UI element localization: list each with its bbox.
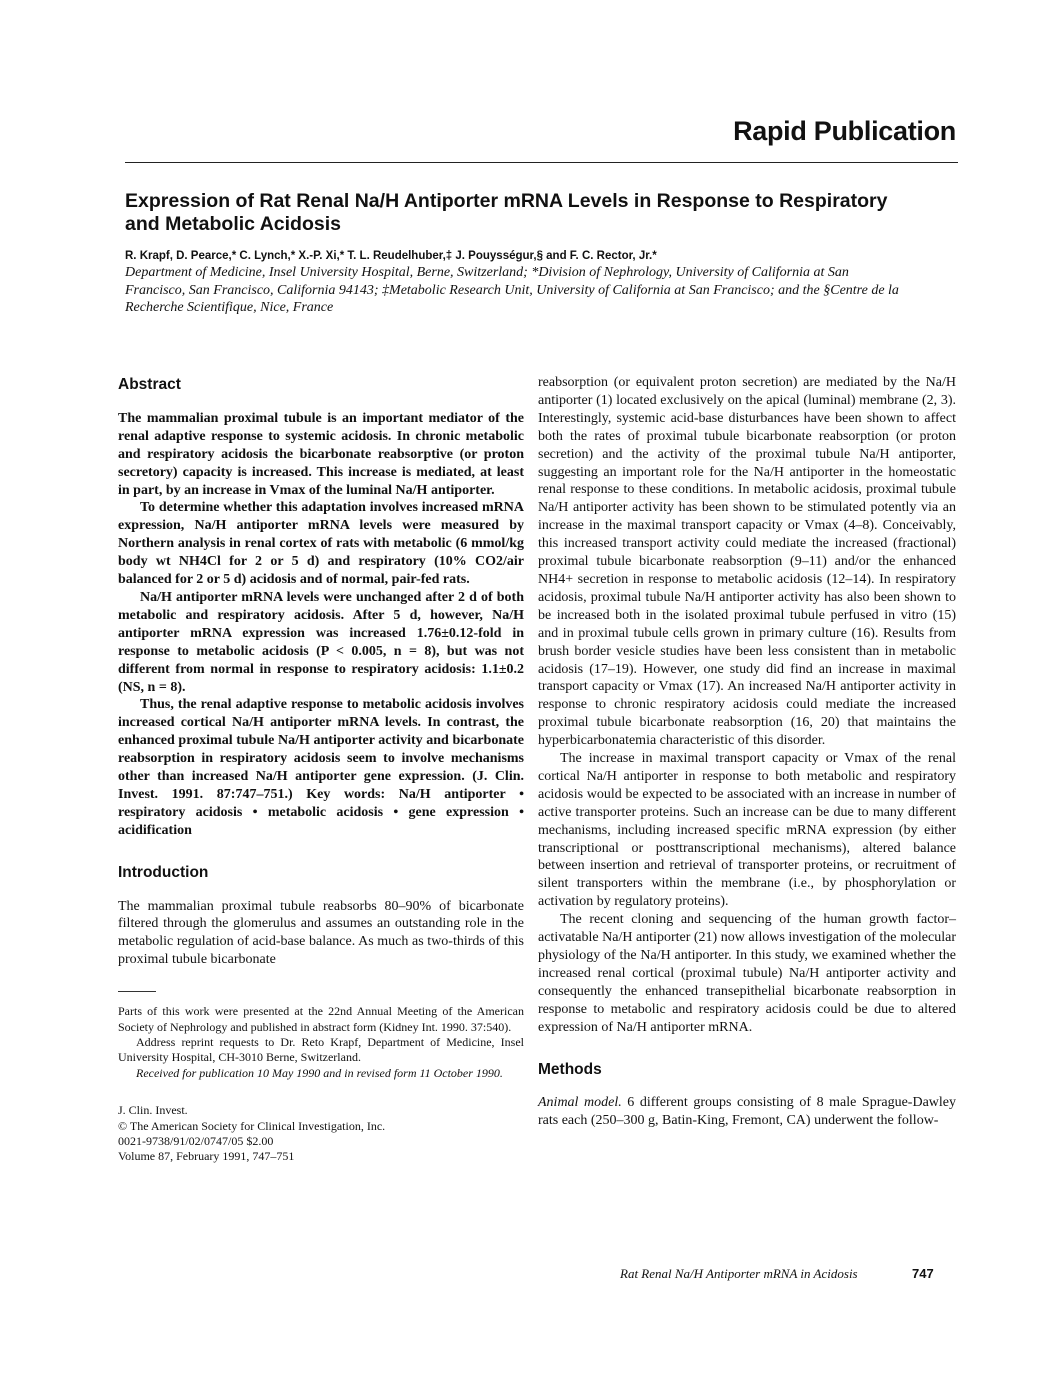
methods-heading: Methods <box>538 1060 602 1078</box>
issn-price: 0021-9738/91/02/0747/05 $2.00 <box>118 1134 274 1149</box>
introduction-heading: Introduction <box>118 863 209 881</box>
authors: R. Krapf, D. Pearce,* C. Lynch,* X.-P. Xi,* T. L. Reudelhuber,‡ J. Pouysségur,§ and F. C. Rector, Jr.* <box>125 250 657 262</box>
abstract-heading: Abstract <box>118 376 181 393</box>
footnote-divider <box>118 991 156 992</box>
footnote: Parts of this work were presented at the 22nd Annual Meeting of the American Society of Nephrology and published in abstract form (Kidney Int. 1990. 37:540). <box>118 1004 524 1034</box>
abstract-paragraph: Thus, the renal adaptive response to metabolic acidosis involves increased cortical Na/H antiporter mRNA levels. In contrast, the enhanced proximal tubule Na/H antiporter activity and bicarbonate reabsorption in respiratory acidosis seem to involve mechanisms other than increased Na/H antiporter gene expression. (J. Clin. Invest. 1991. 87:747–751.) Key words: Na/H antiporter • respiratory acidosis • metabolic acidosis • gene expression • acidification <box>118 697 524 838</box>
body-paragraph: The recent cloning and sequencing of the human growth factor–activatable Na/H antiporter (21) now allows investigation of the molecular physiology of the Na/H antiporter. In this study, we examined whether the increased renal cortical (proximal tubule) Na/H antiporter activity and consequently the enhanced transepithelial bicarbonate reabsorption in response to metabolic and respiratory acidosis could be due to altered expression of Na/H antiporter mRNA. <box>538 912 956 1035</box>
left-column <box>118 374 524 1165</box>
journal-info <box>118 1103 524 1165</box>
body-paragraph: reabsorption (or equivalent proton secretion) are mediated by the Na/H antiporter (1) located exclusively on the apical (luminal) membrane (2, 3). Interestingly, systemic acid-base disturbances have been shown to affect both the rates of proximal tubule bicarbonate reabsorption (or proton secretion) and the activity of the proximal tubule Na/H antiporter, suggesting an important role for the Na/H antiporter in the homeostatic renal response to these conditions. In metabolic acidosis, proximal tubule Na/H antiporter activity has been shown to be stimulated potently via an increase in the maximal transport capacity or Vmax (4–8). Conceivably, this increased transport activity could mediate the increased (fractional) proximal tubule bicarbonate reabsorption (9–11) and/or the enhanced NH4+ secretion in response to metabolic acidosis (12–14). In respiratory acidosis, proximal tubule Na/H antiporter activity has also been shown to be increased both in the isolated proximal tubule perfused in vitro (15) and in proximal tubule cells grown in primary culture (16). Results from brush border vesicle studies have been less consistent than in metabolic acidosis (17–19). However, one study did find an increase in maximal transport capacity or Vmax (17). An increased Na/H antiporter activity in response to chronic respiratory acidosis could mediate the increased proximal tubule bicarbonate reabsorption (16, 20) that maintains the hyperbicarbonatemia characteristic of this disorder. <box>538 375 956 749</box>
methods-subheading: Animal model. <box>538 1095 622 1111</box>
methods-text: 6 different groups consisting of 8 male Sprague-Dawley rats each (250–300 g, Batin-King, Fremont, CA) underwent the follow- <box>538 1095 956 1129</box>
body-paragraph: The increase in maximal transport capacity or Vmax of the renal cortical Na/H antiporter in response to both metabolic and respiratory acidosis would be expected to be associated with an increase in number of active transporter proteins. Such an increase can be due to many different mechanisms, including increased specific mRNA expression (by either transcriptional or posttranscriptional mechanisms), altered balance between insertion and retrieval of transporter proteins, or recruitment of silent transporters within the membrane (i.e., by phosphorylation or activation by regulatory proteins). <box>538 751 956 910</box>
introduction-paragraph: The mammalian proximal tubule reabsorbs 80–90% of bicarbonate filtered through the glomerulus and assumes an outstanding role in the metabolic regulation of acid-base balance. As much as two-thirds of this proximal tubule bicarbonate <box>118 898 524 968</box>
right-column <box>538 374 956 1130</box>
section-title: Rapid Publication <box>733 116 956 146</box>
abstract-paragraph: To determine whether this adaptation involves increased mRNA expression, Na/H antiporter mRNA levels were measured by Northern analysis in renal cortex of rats with metabolic (6 mmol/kg body wt NH4Cl for 2 or 5 d) and respiratory (10% CO2/air balanced for 2 or 5 d) acidosis and of normal, pair-fed rats. <box>118 500 524 588</box>
footnote: Received for publication 10 May 1990 and in revised form 11 October 1990. <box>136 1065 503 1080</box>
abstract-paragraph: Na/H antiporter mRNA levels were unchanged after 2 d of both metabolic and respiratory acidosis. After 5 d, however, Na/H antiporter mRNA expression was increased 1.76±0.12-fold in response to metabolic acidosis (P < 0.005, n = 8), but was not different from normal in response to respiratory acidosis: 1.1±0.2 (NS, n = 8). <box>118 589 524 695</box>
footnotes <box>118 991 524 1081</box>
footnote: Address reprint requests to Dr. Reto Krapf, Department of Medicine, Insel University Hospital, CH-3010 Berne, Switzerland. <box>118 1035 524 1065</box>
methods-paragraph <box>538 1094 956 1130</box>
affiliations: Department of Medicine, Insel University Hospital, Berne, Switzerland; *Division of Nephrology, University of California at San Francisco, San Francisco, California 94143; ‡Metabolic Research Unit, University of California at San Francisco; and the §Centre de la Recherche Scientifique, Nice, France <box>125 265 899 316</box>
header-divider <box>125 162 958 163</box>
volume-info: Volume 87, February 1991, 747–751 <box>118 1149 295 1164</box>
article-title: Expression of Rat Renal Na/H Antiporter mRNA Levels in Response to Respiratory and Metabolic Acidosis <box>125 190 888 235</box>
running-title: Rat Renal Na/H Antiporter mRNA in Acidosis <box>620 1266 858 1281</box>
abstract-paragraph: The mammalian proximal tubule is an important mediator of the renal adaptive response to systemic acidosis. In chronic metabolic and respiratory acidosis the bicarbonate reabsorptive (or proton secretory) capacity is increased. This increase is mediated, at least in part, by an increase in Vmax of the luminal Na/H antiporter. <box>118 410 524 498</box>
page-number: 747 <box>912 1266 934 1281</box>
journal-name: J. Clin. Invest. <box>118 1103 188 1118</box>
copyright: © The American Society for Clinical Investigation, Inc. <box>118 1118 386 1133</box>
